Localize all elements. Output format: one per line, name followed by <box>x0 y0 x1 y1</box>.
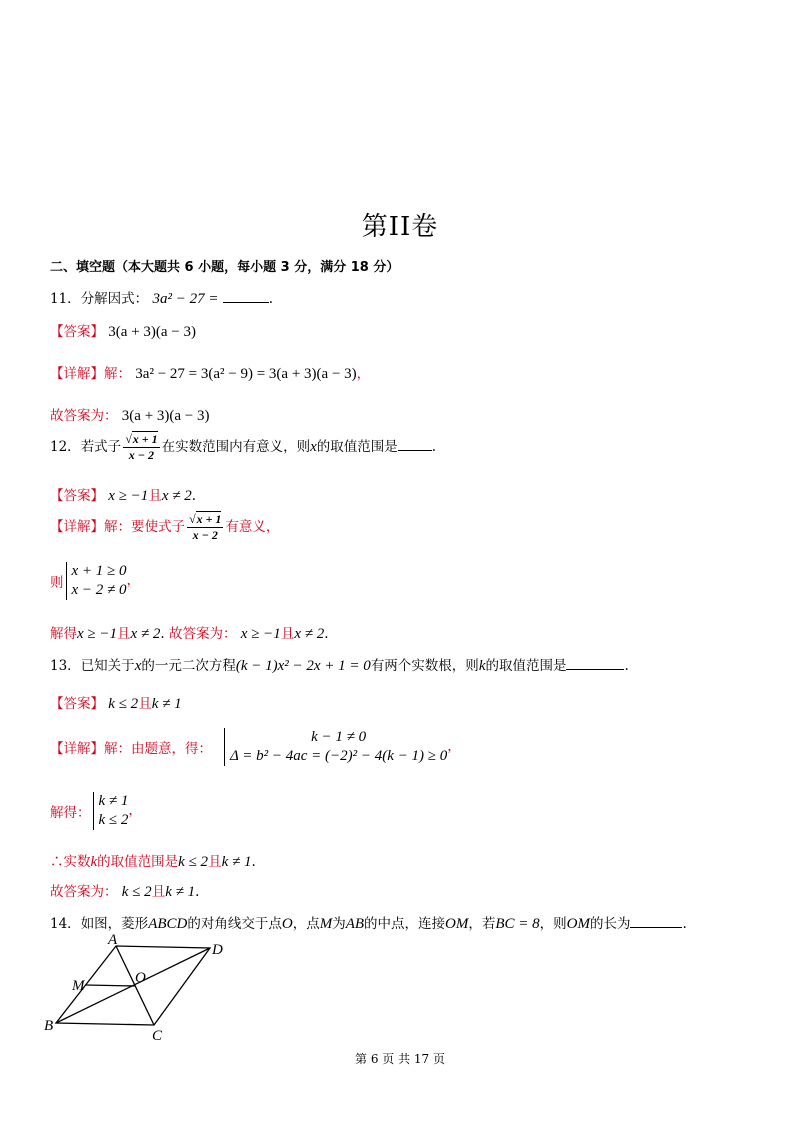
q12-fraction: $\frac{√x + 1}{x - 2}$ <box>125 432 158 462</box>
q13-therefore: ∴实数k的取值范围是k ≤ 2且k ≠ 1. <box>50 854 256 870</box>
label-b: B <box>44 1018 54 1034</box>
answer-blank <box>566 668 624 670</box>
q13-final: 故答案为： k ≤ 2且k ≠ 1. <box>50 884 200 900</box>
answer-blank <box>223 301 269 303</box>
q13-detail: 【详解】解：由题意，得： k − 1 ≠ 0 Δ = b² − 4ac = (−2)² − 4(k − 1) ≥ 0， <box>50 729 461 764</box>
q13-stem: 13．已知关于x的一元二次方程(k − 1)x² − 2x + 1 = 0有两个实数根，则k的取值范围是 . <box>50 658 629 674</box>
page-title: 第II卷 <box>361 212 439 242</box>
q12-final: 解得x ≥ −1且x ≠ 2. 故答案为： x ≥ −1且x ≠ 2. <box>50 626 329 642</box>
label-c: C <box>152 1028 163 1044</box>
q11-answer: 【答案】 3(a + 3)(a − 3) <box>50 324 197 340</box>
label-o: O <box>135 970 146 986</box>
answer-blank <box>630 926 682 928</box>
q12-answer: 【答案】 x ≥ −1且x ≠ 2. <box>50 488 196 504</box>
section-header: 二、填空题（本大题共 6 小题，每小题 3 分，满分 18 分） <box>50 260 400 275</box>
q13-answer: 【答案】 k ≤ 2且k ≠ 1 <box>50 696 182 712</box>
page-footer: 第 6 页 共 17 页 <box>355 1052 445 1066</box>
label-a: A <box>108 932 118 948</box>
answer-blank <box>398 449 432 451</box>
q12-detail: 【详解】解：要使式子 $\frac{√x + 1}{x - 2}$ 有意义， <box>50 512 280 542</box>
q13-system: 解得：k ≠ 1 k ≤ 2， <box>50 793 142 828</box>
q11-detail: 【详解】解： 3a² − 27 = 3(a² − 9) = 3(a + 3)(a − 3)， <box>50 366 371 382</box>
q12-system: 则x + 1 ≥ 0 x − 2 ≠ 0， <box>50 563 141 598</box>
label-m: M <box>72 978 85 994</box>
q11-stem: 11．分解因式： 3a² − 27 = . <box>50 291 274 307</box>
label-d: D <box>212 942 223 958</box>
q14-stem: 14．如图，菱形ABCD的对角线交于点O，点M为AB的中点，连接OM，若BC = 8，则OM的长为 . <box>50 916 687 932</box>
q12-stem: 12．若式子 $\frac{√x + 1}{x - 2}$ 在实数范围内有意义，则x的取值范围是 . <box>50 432 437 462</box>
rhombus-figure <box>40 930 240 1050</box>
q11-final: 故答案为： 3(a + 3)(a − 3) <box>50 408 210 424</box>
segment-om <box>86 985 135 986</box>
